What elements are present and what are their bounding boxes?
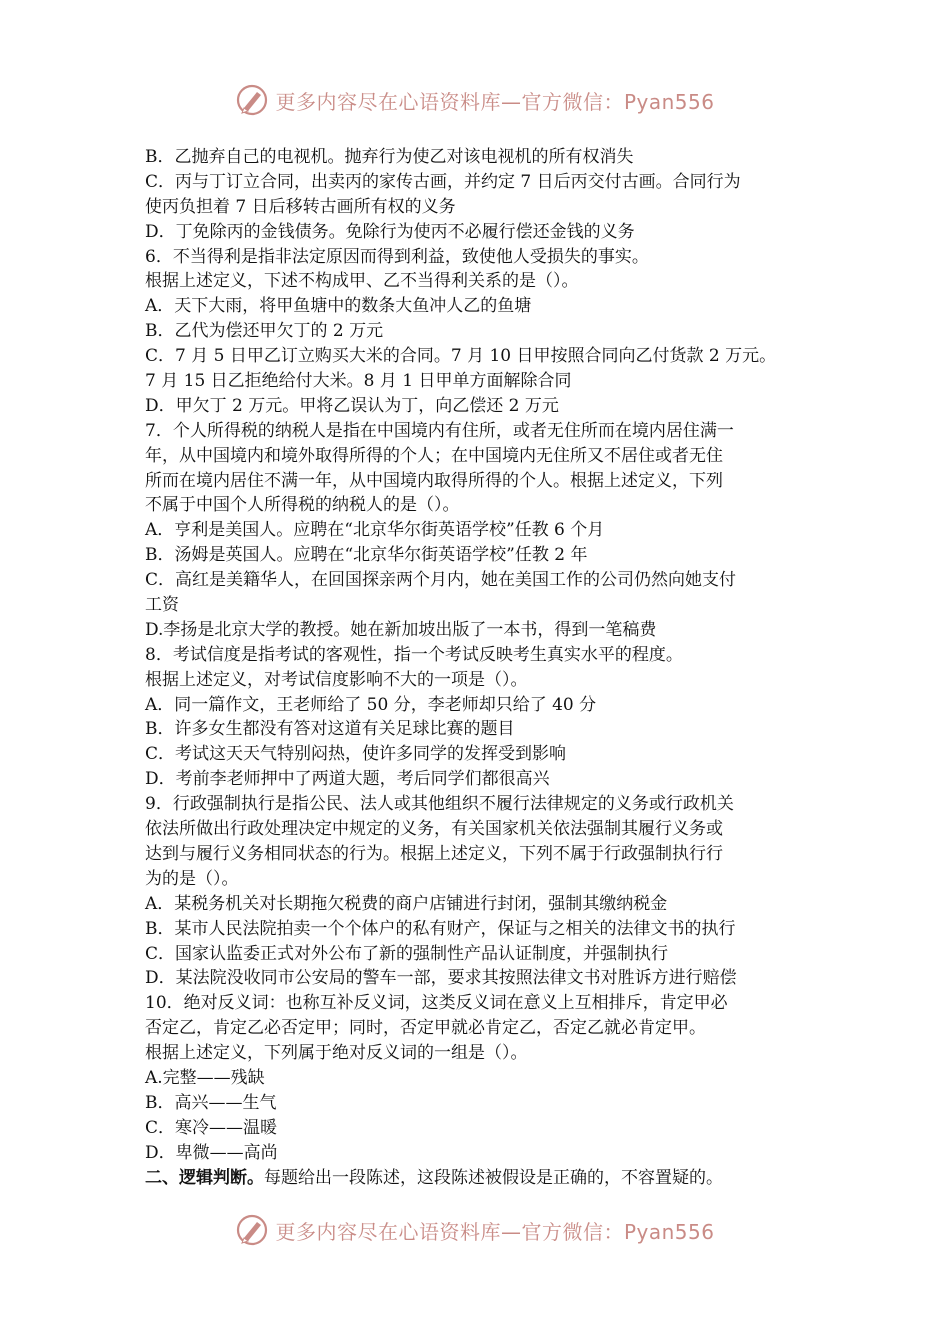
pen-circle-logo-icon: [235, 1213, 269, 1247]
pen-circle-logo-icon: [235, 83, 269, 117]
text-line: 年，从中国境内和境外取得所得的个人；在中国境内无住所又不居住或者无住: [145, 445, 723, 466]
text-line: C．丙与丁订立合同，出卖丙的家传古画，并约定 7 日后丙交付古画。合同行为: [145, 171, 741, 192]
text-line: C．国家认监委正式对外公布了新的强制性产品认证制度，并强制执行: [145, 943, 669, 964]
text-line: 8．考试信度是指考试的客观性，指一个考试反映考生真实水平的程度。: [145, 644, 683, 665]
text-line: 根据上述定义，对考试信度影响不大的一项是（）。: [145, 669, 528, 690]
text-line: B．许多女生都没有答对这道有关足球比赛的题目: [145, 719, 515, 740]
text-line: B．高兴——生气: [145, 1092, 277, 1113]
text-line: D．甲欠丁 2 万元。甲将乙误认为丁，向乙偿还 2 万元: [145, 395, 559, 416]
text-line: 达到与履行义务相同状态的行为。根据上述定义，下列不属于行政强制执行行: [145, 843, 723, 864]
text-line: D．某法院没收同市公安局的警车一部，要求其按照法律文书对胜诉方进行赔偿: [145, 968, 737, 989]
text-line: 工资: [145, 595, 179, 616]
footer-banner-text: 更多内容尽在心语资料库—官方微信：Pyan556: [275, 1219, 715, 1244]
text-line: 10．绝对反义词：也称互补反义词，这类反义词在意义上互相排斥，肯定甲必: [145, 993, 728, 1014]
text-line: 使丙负担着 7 日后移转古画所有权的义务: [145, 196, 456, 217]
text-line: C．7 月 5 日甲乙订立购买大米的合同。7 月 10 日甲按照合同向乙付货款 2 万元。: [145, 346, 777, 367]
text-line: D.李扬是北京大学的教授。她在新加坡出版了一本书，得到一笔稿费: [145, 619, 657, 640]
text-line: A．亨利是美国人。应聘在“北京华尔街英语学校”任教 6 个月: [145, 520, 605, 541]
text-line: 根据上述定义，下述不构成甲、乙不当得利关系的是（）。: [145, 271, 579, 292]
text-line: A．天下大雨，将甲鱼塘中的数条大鱼冲人乙的鱼塘: [145, 296, 532, 317]
text-line: C．寒冷——温暖: [145, 1117, 278, 1138]
text-line: 9．行政强制执行是指公民、法人或其他组织不履行法律规定的义务或行政机关: [145, 794, 734, 815]
text-line: A．某税务机关对长期拖欠税费的商户店铺进行封闭，强制其缴纳税金: [145, 893, 668, 914]
text-line: 6．不当得利是指非法定原因而得到利益，致使他人受损失的事实。: [145, 246, 649, 267]
text-line: 依法所做出行政处理决定中规定的义务，有关国家机关依法强制其履行义务或: [145, 819, 723, 840]
header-banner: [0, 80, 950, 120]
text-line: 不属于中国个人所得税的纳税人的是（）。: [145, 495, 460, 516]
text-line: D．考前李老师押中了两道大题，考后同学们都很高兴: [145, 769, 550, 790]
text-line: C．考试这天天气特别闷热，使许多同学的发挥受到影响: [145, 744, 567, 765]
text-line: B．汤姆是英国人。应聘在“北京华尔街英语学校”任教 2 年: [145, 545, 588, 566]
text-line: D．丁免除丙的金钱债务。免除行为使丙不必履行偿还金钱的义务: [145, 221, 635, 242]
section-heading-line: [145, 1166, 825, 1191]
text-line: B．乙代为偿还甲欠丁的 2 万元: [145, 321, 384, 342]
text-line: 7 月 15 日乙拒绝给付大米。8 月 1 日甲单方面解除合同: [145, 371, 572, 392]
section-heading: 二、逻辑判断。: [145, 1167, 264, 1188]
text-line: 7．个人所得税的纳税人是指在中国境内有住所，或者无住所而在境内居住满一: [145, 420, 734, 441]
document-body: [145, 145, 825, 1190]
text-line: 为的是（）。: [145, 868, 239, 889]
text-line: 根据上述定义，下列属于绝对反义词的一组是（）。: [145, 1043, 528, 1064]
text-line: A.完整——残缺: [145, 1067, 265, 1088]
text-line: B．某市人民法院拍卖一个个体户的私有财产，保证与之相关的法律文书的执行: [145, 918, 736, 939]
text-line: C．高红是美籍华人，在回国探亲两个月内，她在美国工作的公司仍然向她支付: [145, 570, 737, 591]
footer-banner: [0, 1210, 950, 1250]
text-line: A．同一篇作文，王老师给了 50 分，李老师却只给了 40 分: [145, 694, 597, 715]
text-line: D．卑微——高尚: [145, 1142, 278, 1163]
header-banner-text: 更多内容尽在心语资料库—官方微信：Pyan556: [275, 89, 715, 114]
text-line: 所而在境内居住不满一年，从中国境内取得所得的个人。根据上述定义，下列: [145, 470, 723, 491]
text-line: B．乙抛弃自己的电视机。抛弃行为使乙对该电视机的所有权消失: [145, 147, 634, 167]
section-text: 每题给出一段陈述，这段陈述被假设是正确的，不容置疑的。: [264, 1167, 723, 1188]
text-line: 否定乙，肯定乙必否定甲；同时，否定甲就必肯定乙，否定乙就必肯定甲。: [145, 1018, 706, 1039]
